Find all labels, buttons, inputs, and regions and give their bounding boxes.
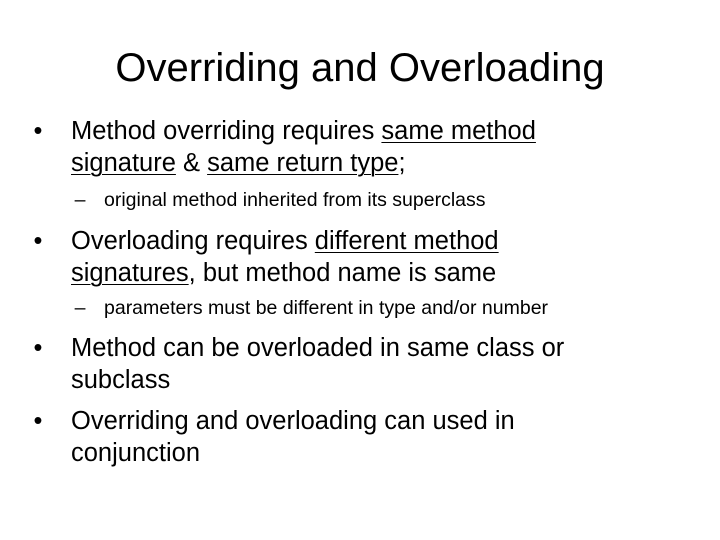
slide-title: Overriding and Overloading — [115, 46, 605, 90]
underlined-text: signatures — [71, 259, 189, 287]
bullet-line: Overriding and overloading can used in — [71, 407, 515, 435]
bullet-icon: • — [33, 117, 43, 145]
bullet-item-conjunction — [33, 405, 671, 469]
bullet-text: ; — [398, 149, 406, 177]
bullet-text: , but method name is same — [188, 259, 497, 287]
sub-bullet-item-parameters — [74, 295, 704, 321]
bullet-line: Method can be overloaded in same class or — [71, 334, 565, 362]
bullet-item-same-class — [33, 332, 671, 396]
bullet-line — [71, 115, 671, 147]
bullet-line: subclass — [71, 366, 171, 394]
bullet-icon: • — [33, 334, 43, 362]
bullet-item-overriding — [33, 115, 671, 179]
bullet-line — [71, 225, 671, 257]
sub-bullet-text: original method inherited from its superclass — [104, 189, 486, 211]
underlined-text: same method — [381, 117, 536, 145]
bullet-icon: • — [33, 407, 43, 435]
bullet-text: Method overriding requires — [71, 117, 382, 145]
bullet-icon: • — [33, 227, 43, 255]
dash-icon: – — [74, 297, 86, 319]
underlined-text: signature — [71, 149, 176, 177]
bullet-item-overloading — [33, 225, 671, 289]
dash-icon: – — [74, 189, 86, 211]
bullet-line — [71, 147, 671, 179]
underlined-text: different method — [314, 227, 499, 255]
underlined-text: same return type — [207, 149, 399, 177]
bullet-text: Overloading requires — [71, 227, 315, 255]
bullet-line — [71, 257, 671, 289]
sub-bullet-text: parameters must be different in type and/or number — [104, 297, 549, 319]
bullet-text: & — [175, 149, 208, 177]
sub-bullet-item-inherited — [74, 187, 704, 213]
bullet-line: conjunction — [71, 439, 201, 467]
